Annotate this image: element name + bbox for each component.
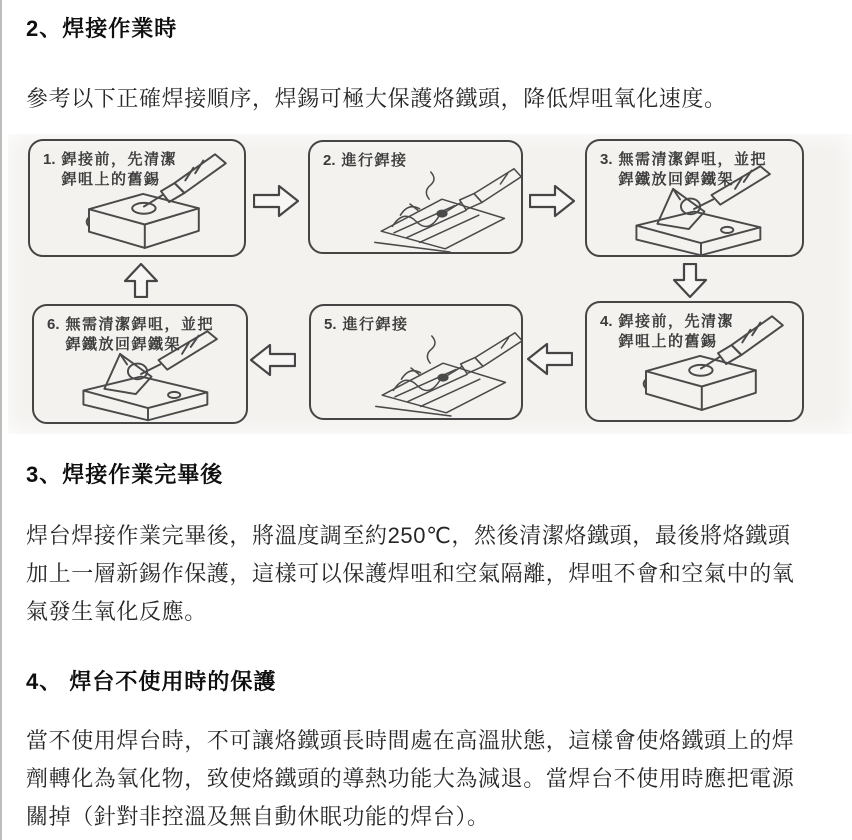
arrow-right-icon: [253, 184, 299, 218]
panel-caption: 6. 無需清潔銲咀，並把 銲鐵放回銲鐵架: [47, 316, 215, 353]
arrow-left-icon: [250, 343, 296, 377]
diagram-step-6: [32, 304, 248, 424]
section-3-heading: 3、焊接作業完畢後: [26, 462, 224, 487]
step-number: 6.: [47, 316, 60, 333]
diagram-step-5: [309, 304, 523, 420]
section-4-paragraph: [26, 722, 826, 836]
panel-caption: 5. 進行銲接: [324, 316, 409, 333]
paragraph-line: 關掉（針對非控溫及無自動休眠功能的焊台）。: [26, 804, 490, 829]
panel-caption: 1. 銲接前，先清潔 銲咀上的舊錫: [43, 151, 178, 188]
arrow-up-icon: [124, 263, 158, 298]
section-3-paragraph: [26, 517, 826, 631]
page-left-border: [0, 0, 2, 840]
arrow-left-icon: [527, 342, 573, 376]
section-4-heading: 4、 焊台不使用時的保護: [26, 669, 277, 694]
step-number: 4.: [600, 313, 613, 330]
paragraph-line: 加上一層新錫作保護，這樣可以保護焊咀和空氣隔離，焊咀不會和空氣中的氧: [26, 561, 795, 586]
panel-caption: 4. 銲接前，先清潔 銲咀上的舊錫: [600, 313, 735, 350]
paragraph-line: 焊台焊接作業完畢後，將溫度調至約250℃，然後清潔烙鐵頭，最後將烙鐵頭: [26, 523, 791, 548]
soldering-illustration: [363, 322, 523, 422]
paragraph-line: 參考以下正確焊接順序，焊錫可極大保護烙鐵頭，降低焊咀氧化速度。: [26, 86, 727, 111]
step-number: 1.: [43, 151, 56, 168]
panel-caption: 3. 無需清潔銲咀，並把 銲鐵放回銲鐵架: [600, 151, 768, 188]
diagram-step-2: [308, 140, 523, 254]
section-2-paragraph: [26, 80, 826, 118]
diagram-step-1: [28, 139, 246, 257]
soldering-illustration: [362, 158, 522, 258]
paragraph-line: 劑轉化為氧化物，致使烙鐵頭的導熱功能大為減退。當焊台不使用時應把電源: [26, 766, 795, 791]
step-number: 3.: [600, 151, 613, 168]
section-2-heading: 2、焊接作業時: [26, 16, 178, 41]
panel-caption: 2. 進行銲接: [323, 152, 408, 169]
soldering-sequence-diagram: [8, 134, 852, 434]
paragraph-line: 當不使用焊台時，不可讓烙鐵頭長時間處在高溫狀態，這樣會使烙鐵頭上的焊: [26, 728, 795, 753]
diagram-step-4: [585, 301, 804, 422]
step-number: 5.: [324, 316, 337, 333]
paragraph-line: 氣發生氧化反應。: [26, 599, 207, 624]
step-number: 2.: [323, 152, 336, 169]
arrow-down-icon: [673, 263, 707, 298]
diagram-step-3: [585, 139, 804, 257]
arrow-right-icon: [529, 184, 575, 218]
